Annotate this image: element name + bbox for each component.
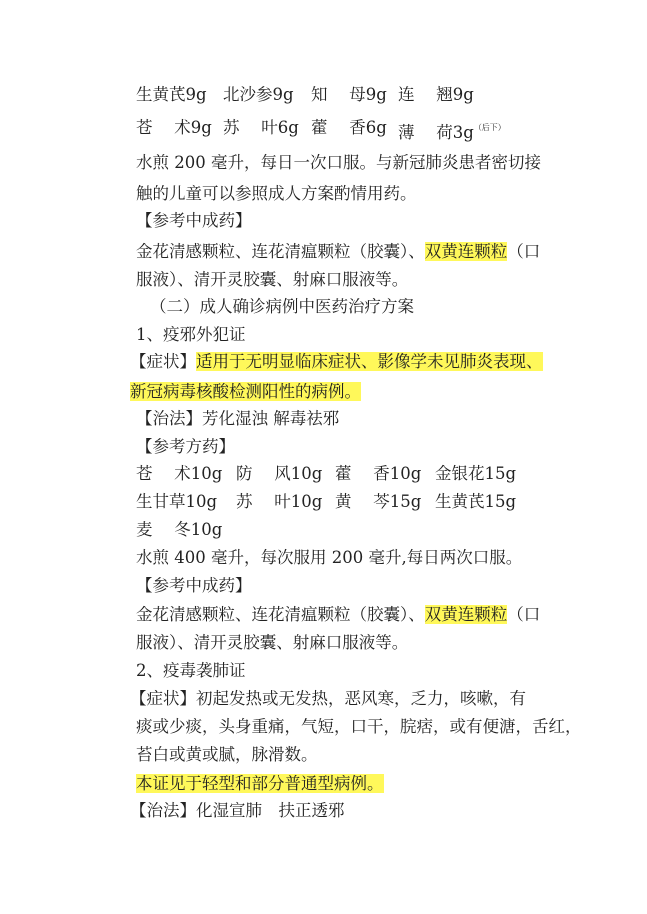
treatment-method: 【治法】化湿宣肺 扶正透邪 [130,801,345,820]
herb-item: 黄 芩15g [335,492,422,511]
section-title: （二）成人确诊病例中医药治疗方案 [150,297,414,316]
medicine-text: 金花清感颗粒、连花清瘟颗粒（胶囊）、 [136,605,425,624]
medicine-list-line: 服液）、清开灵胶囊、射麻口服液等。 [136,633,409,652]
herb-item [398,117,506,144]
herb-item: 生甘草10g [136,492,218,511]
highlighted-medicine: 双黄连颗粒 [424,242,508,261]
section-heading: 【参考方药】 [136,437,235,456]
medicine-text: （口 [507,242,541,261]
medicine-list-line: 服液）、清开灵胶囊、射麻口服液等。 [136,270,409,289]
subsection-title: 2、疫毒袭肺证 [136,661,246,680]
note-line [136,773,384,795]
paragraph-line: 触的儿童可以参照成人方案酌情用药。 [136,184,417,203]
herb-item: 苏 叶10g [236,492,323,511]
medicine-list-line [136,241,540,263]
herb-note: （后下） [473,123,506,132]
symptoms-line: 【症状】初起发热或无发热，恶风寒，乏力，咳嗽，有 [130,689,526,708]
herb-item: 苍 术10g [136,464,223,483]
herb-item: 防 风10g [236,464,323,483]
herb-item: 生黄芪9g [136,85,207,104]
symptoms-line [130,381,361,403]
herb-item: 苏 叶6g [223,118,299,137]
herb-item: 藿 香10g [335,464,422,483]
symptoms-tag: 【症状】 [130,352,196,371]
herb-item: 金银花15g [435,464,517,483]
herb-item: 苍 术9g [136,118,212,137]
medicine-text: （口 [507,605,541,624]
subsection-title: 1、疫邪外犯证 [136,325,246,344]
medicine-text: 金花清感颗粒、连花清瘟颗粒（胶囊）、 [136,242,425,261]
medicine-list-line [136,604,540,626]
section-heading: 【参考中成药】 [136,211,252,230]
herb-item: 藿 香6g [311,118,387,137]
paragraph-line: 水煎 200 毫升，每日一次口服。与新冠肺炎患者密切接 [136,153,541,172]
highlighted-symptoms: 新冠病毒核酸检测阳性的病例。 [130,382,361,401]
highlighted-note: 本证见于轻型和部分普通型病例。 [136,774,384,793]
section-heading: 【参考中成药】 [136,576,252,595]
symptoms-line: 痰或少痰，头身重痛，气短，口干，脘痞，或有便溏，舌红， [136,717,582,736]
symptoms-line: 苔白或黄或腻，脉滑数。 [136,745,318,764]
highlighted-symptoms: 适用于无明显临床症状、影像学未见肺炎表现、 [196,352,543,371]
symptoms-line [130,351,543,373]
herb-item-text: 薄 荷3g [398,123,474,142]
herb-item: 北沙参9g [223,85,294,104]
herb-item: 麦 冬10g [136,520,223,539]
treatment-method: 【治法】芳化湿浊 解毒祛邪 [136,409,340,428]
herb-item: 知 母9g [311,85,387,104]
paragraph-line: 水煎 400 毫升，每次服用 200 毫升,每日两次口服。 [136,548,523,567]
highlighted-medicine: 双黄连颗粒 [424,605,508,624]
herb-item: 连 翘9g [398,85,474,104]
herb-item: 生黄芪15g [435,492,517,511]
